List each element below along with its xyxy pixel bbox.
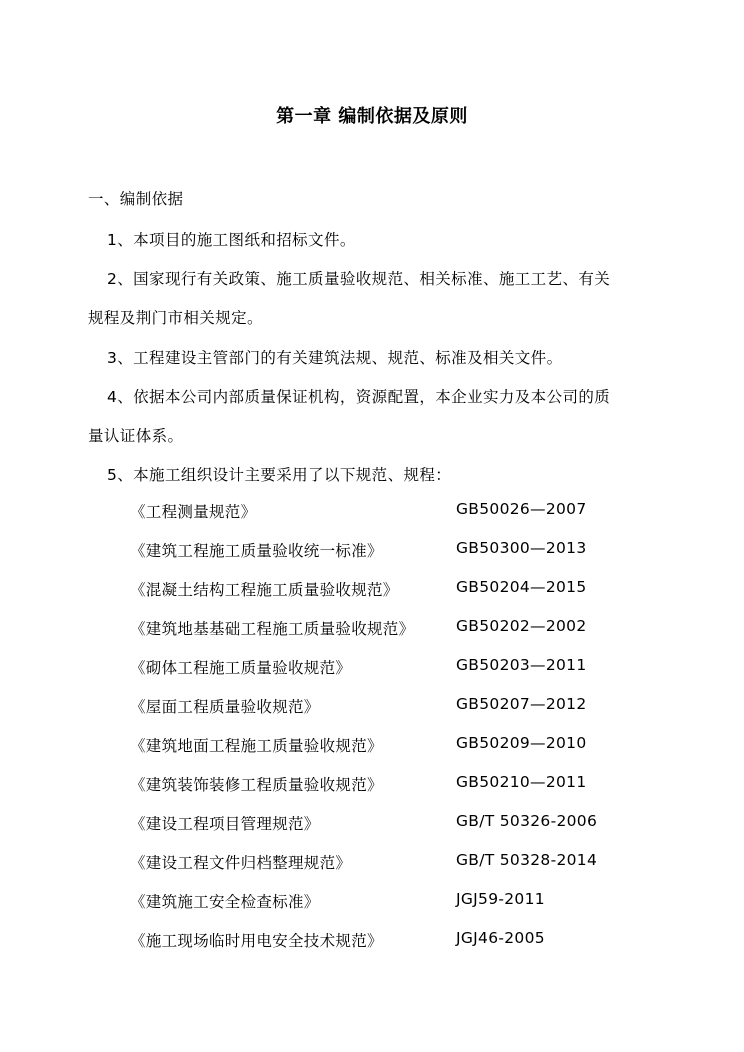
standard-code: GB50300—2013 <box>456 539 587 557</box>
standard-name: 《建筑工程施工质量验收统一标准》 <box>130 542 383 560</box>
list-item-continuation: 规程及荆门市相关规定。 <box>88 309 263 327</box>
standard-code: GB50210—2011 <box>456 773 587 791</box>
standard-code: GB50207—2012 <box>456 695 587 713</box>
list-item: 3、工程建设主管部门的有关建筑法规、规范、标准及相关文件。 <box>107 349 563 367</box>
list-item: 5、本施工组织设计主要采用了以下规范、规程： <box>107 466 452 484</box>
standard-code: GB50202—2002 <box>456 617 587 635</box>
standard-name: 《建筑装饰装修工程质量验收规范》 <box>130 776 383 794</box>
standard-name: 《施工现场临时用电安全技术规范》 <box>130 932 383 950</box>
section-heading: 一、编制依据 <box>88 190 184 208</box>
standard-code: JGJ46-2005 <box>456 929 545 947</box>
standard-name: 《屋面工程质量验收规范》 <box>130 698 320 716</box>
standard-name: 《建筑地面工程施工质量验收规范》 <box>130 737 383 755</box>
standard-code: GB50026—2007 <box>456 500 587 518</box>
standard-code: GB/T 50326-2006 <box>456 812 598 830</box>
standard-code: GB50203—2011 <box>456 656 587 674</box>
standard-name: 《建设工程项目管理规范》 <box>130 815 320 833</box>
standard-code: GB50209—2010 <box>456 734 587 752</box>
standard-code: GB/T 50328-2014 <box>456 851 598 869</box>
list-item: 4、依据本公司内部质量保证机构，资源配置，本企业实力及本公司的质 <box>107 388 611 406</box>
standard-name: 《砌体工程施工质量验收规范》 <box>130 659 352 677</box>
chapter-title: 第一章 编制依据及原则 <box>276 106 468 127</box>
standard-name: 《工程测量规范》 <box>130 503 257 521</box>
standard-code: GB50204—2015 <box>456 578 587 596</box>
standard-name: 《建筑地基基础工程施工质量验收规范》 <box>130 620 415 638</box>
standard-name: 《混凝土结构工程施工质量验收规范》 <box>130 581 399 599</box>
list-item: 2、国家现行有关政策、施工质量验收规范、相关标准、施工工艺、有关 <box>107 270 611 288</box>
standard-name: 《建筑施工安全检查标准》 <box>130 893 320 911</box>
standard-code: JGJ59-2011 <box>456 890 545 908</box>
list-item-continuation: 量认证体系。 <box>88 427 184 445</box>
standard-name: 《建设工程文件归档整理规范》 <box>130 854 352 872</box>
list-item: 1、本项目的施工图纸和招标文件。 <box>107 231 356 249</box>
